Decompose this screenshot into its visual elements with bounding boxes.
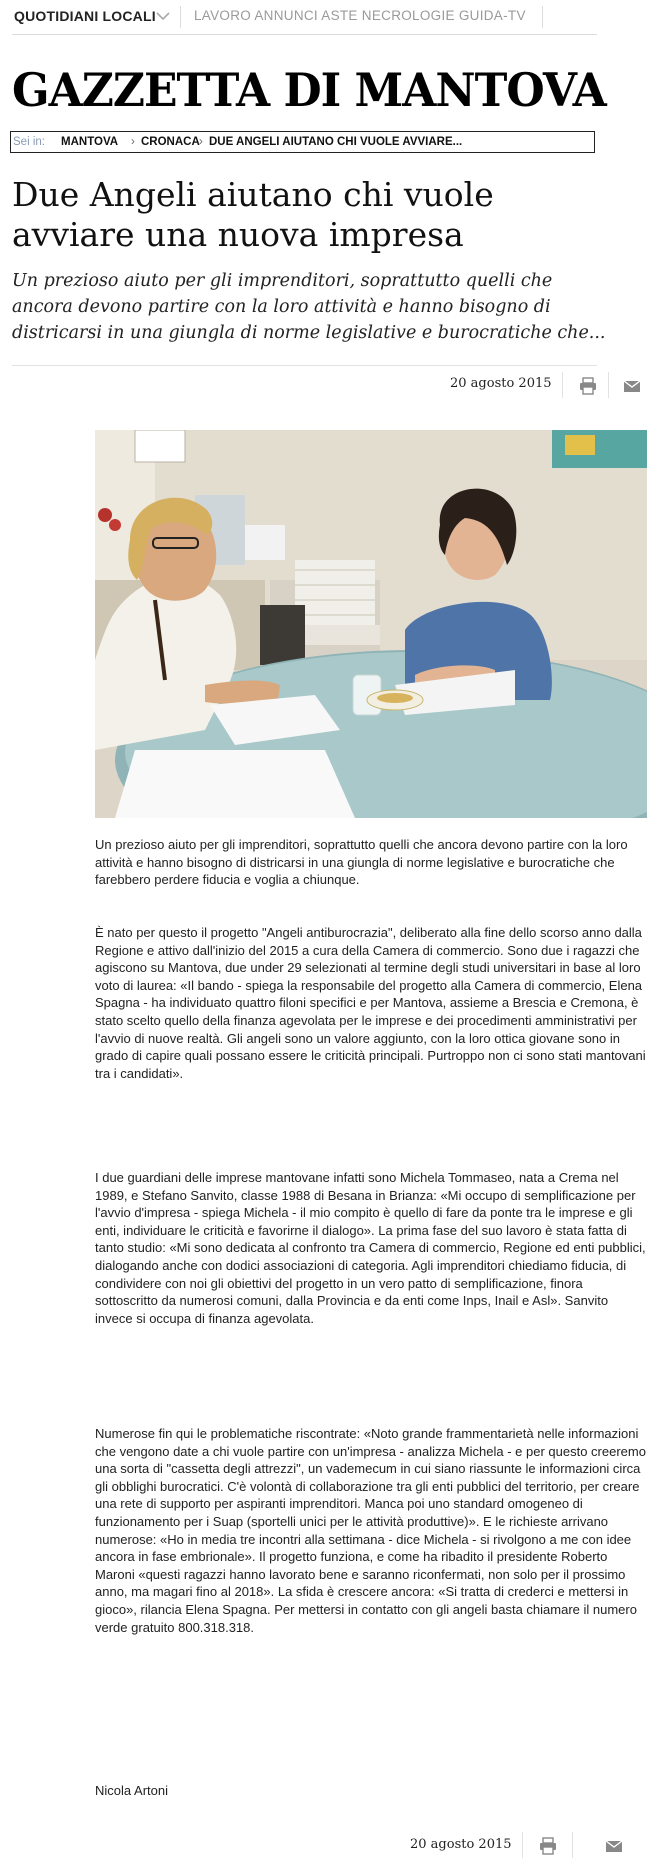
- article-paragraph: I due guardiani delle imprese mantovane infatti sono Michela Tommaseo, nata a Crema nel 1989, e Stefano Sanvito, classe 1988 di Besana in Brianza: «Mi occupo di semplificazione per l'avvio d'impresa - spiega Michela - il mio compito è quello di fare da ponte tra le imprese e gli enti, individuare le criticità e favorirne il dialogo». La prima fase del suo lavoro è stata fatta di tanto studio: «Mi sono dedicata al confronto tra Camera di commercio, Regione ed enti pubblici, dialogando anche con dodici associazioni di categoria. Agli imprenditori chiediamo fiducia, di condividere con noi gli obiettivi del progetto in un vero patto di semplificazione, finora sottoscritto da numerosi comuni, dalla Provincia e da enti come Inps, Inail e Asl». Sanvito invece si occupa di finanza agevolata.: [95, 1170, 646, 1326]
- article-paragraph: Numerose fin qui le problematiche riscontrate: «Noto grande frammentarietà nelle informazioni che vengono date a chi vuole partire con un'impresa - analizza Michela - e per questo creeremo una sorta di "cassetta degli attrezzi", un vademecum in cui siano riassunte le informazioni circa gli obblighi burocratici. C'è volontà di collaborazione tra gli enti pubblici del territorio, per creare una rete di supporto per aspiranti imprenditori. Manca poi uno standard omogeneo di funzionamento per i Suap (sportelli unici per le attività produttive)». E le richieste arrivano numerose: «Ho in media tre incontri alla settimana - dice Michela - si rivolgono a me con idee ancora in fase embrionale». Il progetto funziona, e come ha ribadito il presidente Roberto Maroni «questi ragazzi hanno lavorato bene e saranno riconfermati, non solo per il prossimo anno, ma magari fino al 2018». La sfida è crescere ancora: «Si tratta di crederci e mettersi in gioco», rilancia Elena Spagna. Per mettersi in contatto con gli angeli basta chiamare il numero verde gratuito 800.318.318.: [95, 1426, 646, 1635]
- tools-divider: [572, 1832, 573, 1858]
- article-paragraph: Un prezioso aiuto per gli imprenditori, soprattutto quelli che ancora devono partire con la loro attività e hanno bisogno di districarsi in una giungla di norme legislative e burocratiche che farebbero perdere fiducia e voglia a chiunque.: [95, 837, 628, 888]
- tools-divider: [562, 372, 563, 398]
- article-photo-illustration: [95, 430, 647, 818]
- article-photo[interactable]: [95, 430, 647, 818]
- tools-divider: [608, 372, 609, 398]
- breadcrumb-separator: ›: [199, 136, 203, 148]
- top-navigation-bar: [12, 0, 597, 35]
- breadcrumb-item-mantova[interactable]: MANTOVA: [61, 136, 119, 148]
- mail-icon[interactable]: [604, 1836, 624, 1856]
- tools-divider: [522, 1832, 523, 1858]
- article-title: Due Angeli aiutano chi vuole avviare una nuova impresa: [12, 175, 494, 254]
- article-subtitle: Un prezioso aiuto per gli imprenditori, soprattutto quelli che ancora devono partire con la loro attività e hanno bisogno di districarsi in una giungla di norme legislative e burocratiche che...: [12, 271, 606, 343]
- breadcrumb-item-article: DUE ANGELI AIUTANO CHI VUOLE AVVIARE...: [209, 136, 463, 148]
- topbar-divider: [180, 6, 181, 28]
- printer-icon[interactable]: [578, 376, 598, 396]
- breadcrumb-separator: ›: [131, 136, 135, 148]
- topbar-divider: [542, 6, 543, 28]
- article-date-bottom: 20 agosto 2015: [410, 1837, 512, 1852]
- newspaper-logo[interactable]: GAZZETTA DI MANTOVA: [12, 64, 606, 118]
- breadcrumb-item-cronaca[interactable]: CRONACA: [141, 136, 200, 148]
- mail-icon[interactable]: [622, 376, 642, 396]
- header-divider: [12, 365, 597, 366]
- chevron-down-icon[interactable]: [152, 6, 174, 26]
- article-author: Nicola Artoni: [95, 1783, 168, 1798]
- quotidiani-locali-menu[interactable]: QUOTIDIANI LOCALI: [14, 8, 156, 24]
- breadcrumb-prefix: Sei in:: [13, 136, 45, 148]
- section-links[interactable]: LAVORO ANNUNCI ASTE NECROLOGIE GUIDA-TV: [194, 8, 526, 23]
- article-paragraph: È nato per questo il progetto "Angeli antiburocrazia", deliberato alla fine dello scorso anno dalla Regione e attivo dall'inizio del 2015 a cura della Camera di commercio. Sono due i ragazzi che agiscono su Mantova, due under 29 selezionati al termine degli studi universitari in base al loro voto di laurea: «Il bando - spiega la responsabile del progetto alla Camera di commercio, Elena Spagna - ha individuato quattro filoni specifici e per Mantova, assieme a Brescia e Cremona, è stato scelto quello della finanza agevolata per le imprese e dei procedimenti amministrativi per l'avvio di nuove realtà. Gli angeli sono un valore aggiunto, con la loro ottica giovane sono in grado di capire quali possano essere le criticità principali. Purtroppo non ci sono stati mantovani tra i candidati».: [95, 925, 646, 1081]
- article-date: 20 agosto 2015: [450, 376, 552, 391]
- breadcrumb: [10, 131, 595, 153]
- printer-icon[interactable]: [538, 1836, 558, 1856]
